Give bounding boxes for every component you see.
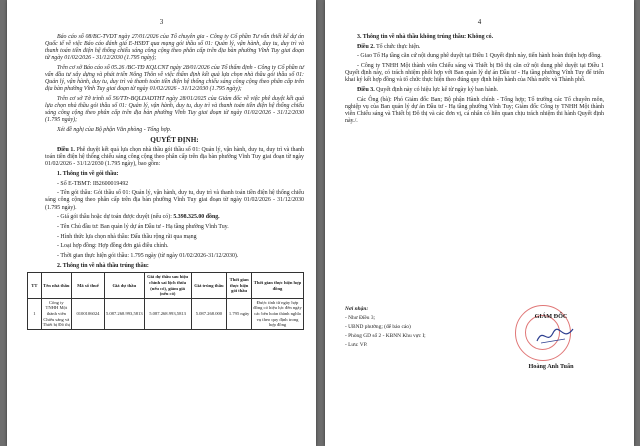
package-price-label: - Giá gói thầu hoặc dự toán được duyệt (nếu có): xyxy=(57,214,174,221)
decision-title: QUYẾT ĐỊNH: xyxy=(150,136,199,144)
preamble-paragraph: Trên cơ sở Tờ trình số 56/TTr-BQLDADTHT ngày 28/01/2025 của Giám đốc về việc phê duyệt kết quả lựa chọn nhà thầu gói thầu số 01: Quản lý, vận hành, duy tu, duy trì và thanh toán tiền điện hệ thống chiếu sáng công cộng theo phân cấp trên địa bàn phường Vĩnh Tuy giai đoạn từ ngày 01/02/2026 - 31/12/2030 (1.795 ngày); xyxy=(45,95,304,124)
package-price xyxy=(45,214,304,221)
section-2-heading: 2. Thông tin về nhà thầu trúng thầu: xyxy=(57,262,149,269)
table-cell: 5.087.268.993,5813 xyxy=(104,298,144,329)
table-cell: 5.087.268.993,5813 xyxy=(144,298,191,329)
recipient-item: - UBND phường; (để báo cáo) xyxy=(345,324,411,331)
document-page-3 xyxy=(7,0,316,446)
preamble-paragraph: Xét đề nghị của Bộ phận Văn phòng - Tổng hợp. xyxy=(57,126,172,133)
article-1-text: Phê duyệt kết quả lựa chọn nhà thầu gói thầu số 01: Quản lý, vận hành, duy tu, duy trì và thanh toán tiền điện hệ thống chiếu sáng công cộng theo phân cấp trên địa bàn phường Vĩnh Tuy giai đoạn từ ngày 01/02/2026 - 31/12/2030 (1.795 ngày), bao gồm: xyxy=(45,147,304,168)
table-header: Tên nhà thầu xyxy=(41,273,71,298)
page-number: 4 xyxy=(477,18,482,26)
handwritten-signature-icon xyxy=(535,325,575,347)
recipients-block xyxy=(345,306,495,351)
table-header: Giá trúng thầu xyxy=(191,273,227,298)
article-2-item: - Công ty TNHH Một thành viên Chiếu sáng và Thiết bị Đô thị căn cứ nội dung phê duyệt tại Điều 1 Quyết định này, có trách nhiệm phối hợp với Ban quản lý dự án Đầu tư - Hạ tầng phường Vĩnh Tuy để triển khai ký kết hợp đồng và tổ chức thực hiện theo đúng quy định hiện hành của Nhà nước và Thành phố. xyxy=(345,63,604,84)
article-2-item: - Giao Tổ Hạ tầng căn cứ nội dung phê duyệt tại Điều 1 Quyết định này, tiến hành hoàn thiện hợp đồng. xyxy=(357,53,602,60)
table-cell: 1.795 ngày xyxy=(227,298,252,329)
table-header: Thời gian thực hiện gói thầu xyxy=(227,273,252,298)
article-1 xyxy=(45,147,304,168)
package-item: - Loại hợp đồng: Hợp đồng đơn giá điều chỉnh. xyxy=(57,243,169,250)
package-item: - Tên gói thầu: Gói thầu số 01: Quản lý, vận hành, duy tu, duy trì và thanh toán tiền điện hệ thống chiếu sáng công cộng theo phân cấp trên địa bàn phường Vĩnh Tuy giai đoạn từ ngày 01/02/2026 - 31/12/2030 (1.795 ngày). xyxy=(45,190,304,211)
table-header: Giá dự thầu sau hiệu chỉnh sai lệch thừa (nếu có), giảm giá (nếu có) xyxy=(144,273,191,298)
article-1-label: Điều 1. xyxy=(57,147,75,154)
package-item: - Hình thức lựa chọn nhà thầu: Đấu thầu rộng rãi qua mạng xyxy=(57,233,197,240)
package-price-value: 5.398.325.00 đồng. xyxy=(173,214,220,221)
preamble-paragraph: Trên cơ sở Báo cáo số 05.26 /BC-TĐ KQLCNT ngày 28/01/2026 của Tổ thẩm định - Công ty Cổ phần tư vấn đầu tư xây dựng và phát triển Nông Thôn về việc thẩm định kết quả lựa chọn nhà thầu gói thầu số 01: Quản lý, vận hành, duy tu, duy trì và thanh toán tiền điện hệ thống chiếu sáng công cộng theo phân cấp trên địa bàn phường Vĩnh Tuy giai đoạn từ ngày 01/02/2026 - 31/12/2030 (1.795 ngày); xyxy=(45,64,304,93)
table-cell: 5.087.268.000 xyxy=(191,298,227,329)
table-cell: 1 xyxy=(28,298,42,329)
winning-bidder-table xyxy=(27,272,304,329)
article-2-text: Tổ chức thực hiện. xyxy=(376,43,421,50)
table-cell: Công ty TNHH Một thành viên Chiếu sáng và Thiết bị Đô thị xyxy=(41,298,71,329)
table-row xyxy=(28,298,304,329)
package-item: - Số E-TBMT: IB2600019492 xyxy=(57,180,129,187)
package-item: - Thời gian thực hiện gói thầu: 1.795 ngày (từ ngày 01/02/2026-31/12/2030). xyxy=(57,252,239,259)
article-3 xyxy=(345,87,604,94)
signer-name: Hoàng Anh Tuấn xyxy=(528,363,574,370)
recipients-label: Nơi nhận: xyxy=(345,306,369,312)
recipient-item: - Phòng GD số 2 - KBNN Khu vực I; xyxy=(345,333,426,340)
section-1-heading: 1. Thông tin về gói thầu: xyxy=(57,170,119,177)
preamble-paragraph: Báo cáo số 08/BC-TVDT ngày 27/01/2026 của Tổ chuyên gia - Công ty Cổ phần Tư vấn thiết kế dự án Quốc tế về việc Báo cáo đánh giá E-HSĐT qua mạng gói thầu số 01: Quản lý, vận hành, duy tu, duy trì và thanh toán tiền điện hệ thống chiếu sáng công cộng theo phân cấp trên địa bàn phường Vĩnh Tuy giai đoạn từ ngày 01/02/2026 - 31/12/2030 (1.795 ngày); xyxy=(45,34,304,62)
document-page-4 xyxy=(325,0,634,446)
package-item: - Tên Chủ đầu tư: Ban quản lý dự án Đầu tư - Hạ tầng phường Vĩnh Tuy. xyxy=(57,223,229,230)
article-3-paragraph: Các Ông (bà): Phó Giám đốc Ban; Bộ phận Hành chính - Tổng hợp; Tổ trưởng các Tổ chuyên môn, nghiệp vụ của Ban quản lý dự án Đầu tư - Hạ tầng phường Vĩnh Tuy; Giám đốc Công ty TNHH Một thành viên Chiếu sáng và Thiết bị Đô thị và các đơn vị, cá nhân có liên quan chịu trách nhiệm thi hành Quyết định này./. xyxy=(345,96,604,124)
page-number: 3 xyxy=(159,18,164,26)
recipient-item: - Như Điều 3; xyxy=(345,315,376,322)
article-3-text: Quyết định này có hiệu lực kể từ ngày ký ban hành. xyxy=(376,86,499,93)
table-header: Thời gian thực hiện hợp đồng xyxy=(251,273,303,298)
table-header: Mã số thuế xyxy=(71,273,104,298)
table-cell: 0100106024 xyxy=(71,298,104,329)
signer-title: GIÁM ĐỐC xyxy=(534,313,568,320)
article-3-label: Điều 3. xyxy=(357,86,375,93)
table-cell: Được tính từ ngày hợp đồng có hiệu lực đến ngày các bên hoàn thành nghĩa vụ theo quy định trong hợp đồng xyxy=(251,298,303,329)
recipient-item: - Lưu: VP. xyxy=(345,342,368,349)
article-2 xyxy=(345,44,604,51)
signature-block xyxy=(511,313,591,370)
table-header: Giá dự thầu xyxy=(104,273,144,298)
page-4-content xyxy=(345,34,604,128)
table-header: TT xyxy=(28,273,42,298)
section-3-heading: 3. Thông tin về nhà thầu không trúng thầu: Không có. xyxy=(357,34,494,40)
article-2-label: Điều 2. xyxy=(357,43,375,50)
page-3-content xyxy=(31,34,304,330)
table-header-row xyxy=(28,273,304,298)
